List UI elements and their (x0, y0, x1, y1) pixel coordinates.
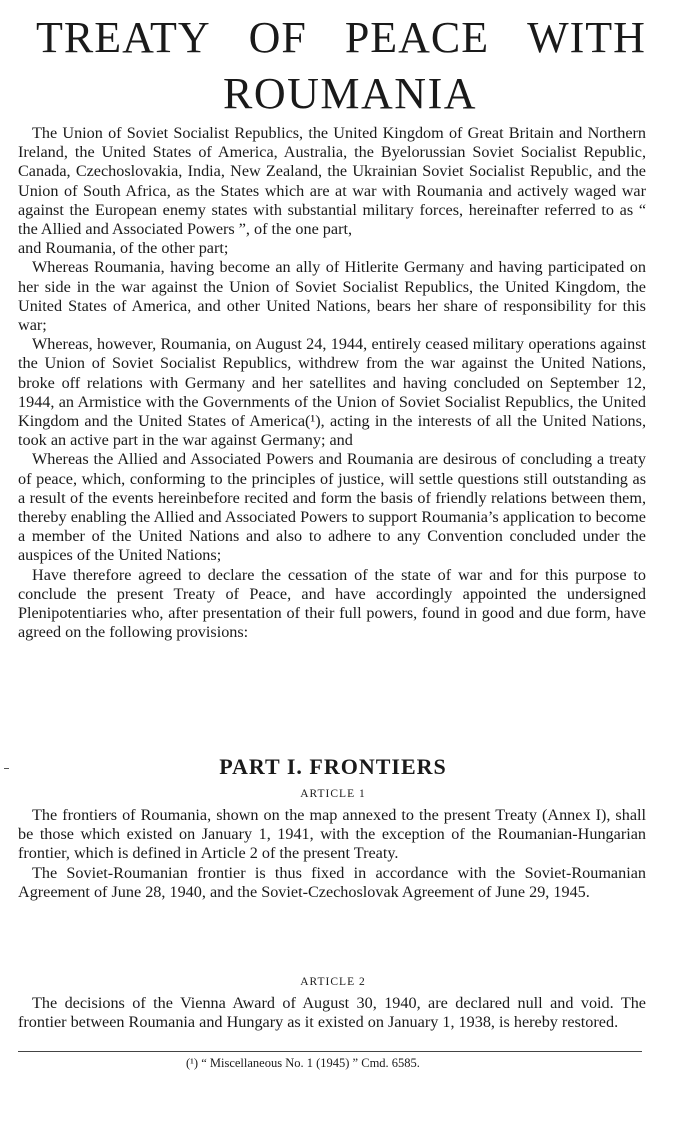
title-line-2: ROUMANIA (223, 69, 477, 118)
article-paragraph: The Soviet-Roumanian frontier is thus fixed in accordance with the Soviet-Roumanian Agreement of June 28, 1940, and the Soviet-Czechoslovak Agreement of June 29, 1945. (18, 863, 646, 901)
article-paragraph: The decisions of the Vienna Award of August 30, 1940, are declared null and void. The frontier between Roumania and Hungary as it existed on January 1, 1938, is hereby restored. (18, 994, 646, 1032)
title-word-of: OF (248, 13, 307, 62)
preamble-paragraph: Whereas the Allied and Associated Powers and Roumania are desirous of concluding a treaty of peace, which, conforming to the principles of justice, will settle questions still outstanding as a result of the events hereinbefore recited and form the basis of friendly relations between them, thereby enabling the Allied and Associated Powers to support Roumania’s application to become a member of the United Nations and also to adhere to any Convention concluded under the auspices of the United Nations; (18, 450, 646, 565)
preamble-paragraph: Whereas, however, Roumania, on August 24, 1944, entirely ceased military operations against the Union of Soviet Socialist Republics, withdrew from the war against the United Nations, broke off relations with Germany and her satellites and having concluded on September 12, 1944, an Armistice with the Governments of the Union of Soviet Socialist Republics, the United Kingdom and the United States of America(¹), acting in the interests of all the United Nations, took an active part in the war against Germany; and (18, 335, 646, 450)
article-1-heading: ARTICLE 1 (300, 788, 366, 800)
article-paragraph: The frontiers of Roumania, shown on the map annexed to the present Treaty (Annex I), shall be those which existed on January 1, 1941, with the exception of the Roumanian-Hungarian frontier, which is defined in Article 2 of the present Treaty. (18, 806, 646, 863)
preamble-paragraph: Whereas Roumania, having become an ally of Hitlerite Germany and having participated on her side in the war against the Union of Soviet Socialist Republics, the United Kingdom, the United States of America, and other United Nations, bears her share of responsibility for this war; (18, 258, 646, 335)
footnote-rule (18, 1051, 642, 1052)
article-2-body (18, 994, 646, 1032)
preamble-paragraph: and Roumania, of the other part; (18, 239, 229, 258)
preamble-paragraph: The Union of Soviet Socialist Republics, the United Kingdom of Great Britain and Northern Ireland, the United States of America, Australia, the Byelorussian Soviet Socialist Republic, Canada, Czechoslovakia, India, New Zealand, the Ukrainian Soviet Socialist Republic, and the Union of South Africa, as the States which are at war with Roumania and actively waged war against the European enemy states with substantial military forces, hereinafter referred to as “ the Allied and Associated Powers ”, of the one part, (18, 124, 646, 239)
title-word-with: WITH (527, 13, 646, 62)
title-word-treaty: TREATY (36, 13, 211, 62)
article-2-heading: ARTICLE 2 (300, 976, 366, 988)
footnote: (¹) “ Miscellaneous No. 1 (1945) ” Cmd. 6585. (186, 1056, 420, 1070)
preamble-paragraph: Have therefore agreed to declare the cessation of the state of war and for this purpose to conclude the present Treaty of Peace, and have accordingly appointed the undersigned Plenipotentiaries who, after presentation of their full powers, found in good and due form, have agreed on the following provisions: (18, 565, 646, 642)
part-heading: PART I. FRONTIERS (219, 754, 447, 779)
title-word-peace: PEACE (344, 13, 490, 62)
preamble (18, 124, 646, 642)
title-line-1 (36, 12, 646, 64)
article-1-body (18, 806, 646, 902)
